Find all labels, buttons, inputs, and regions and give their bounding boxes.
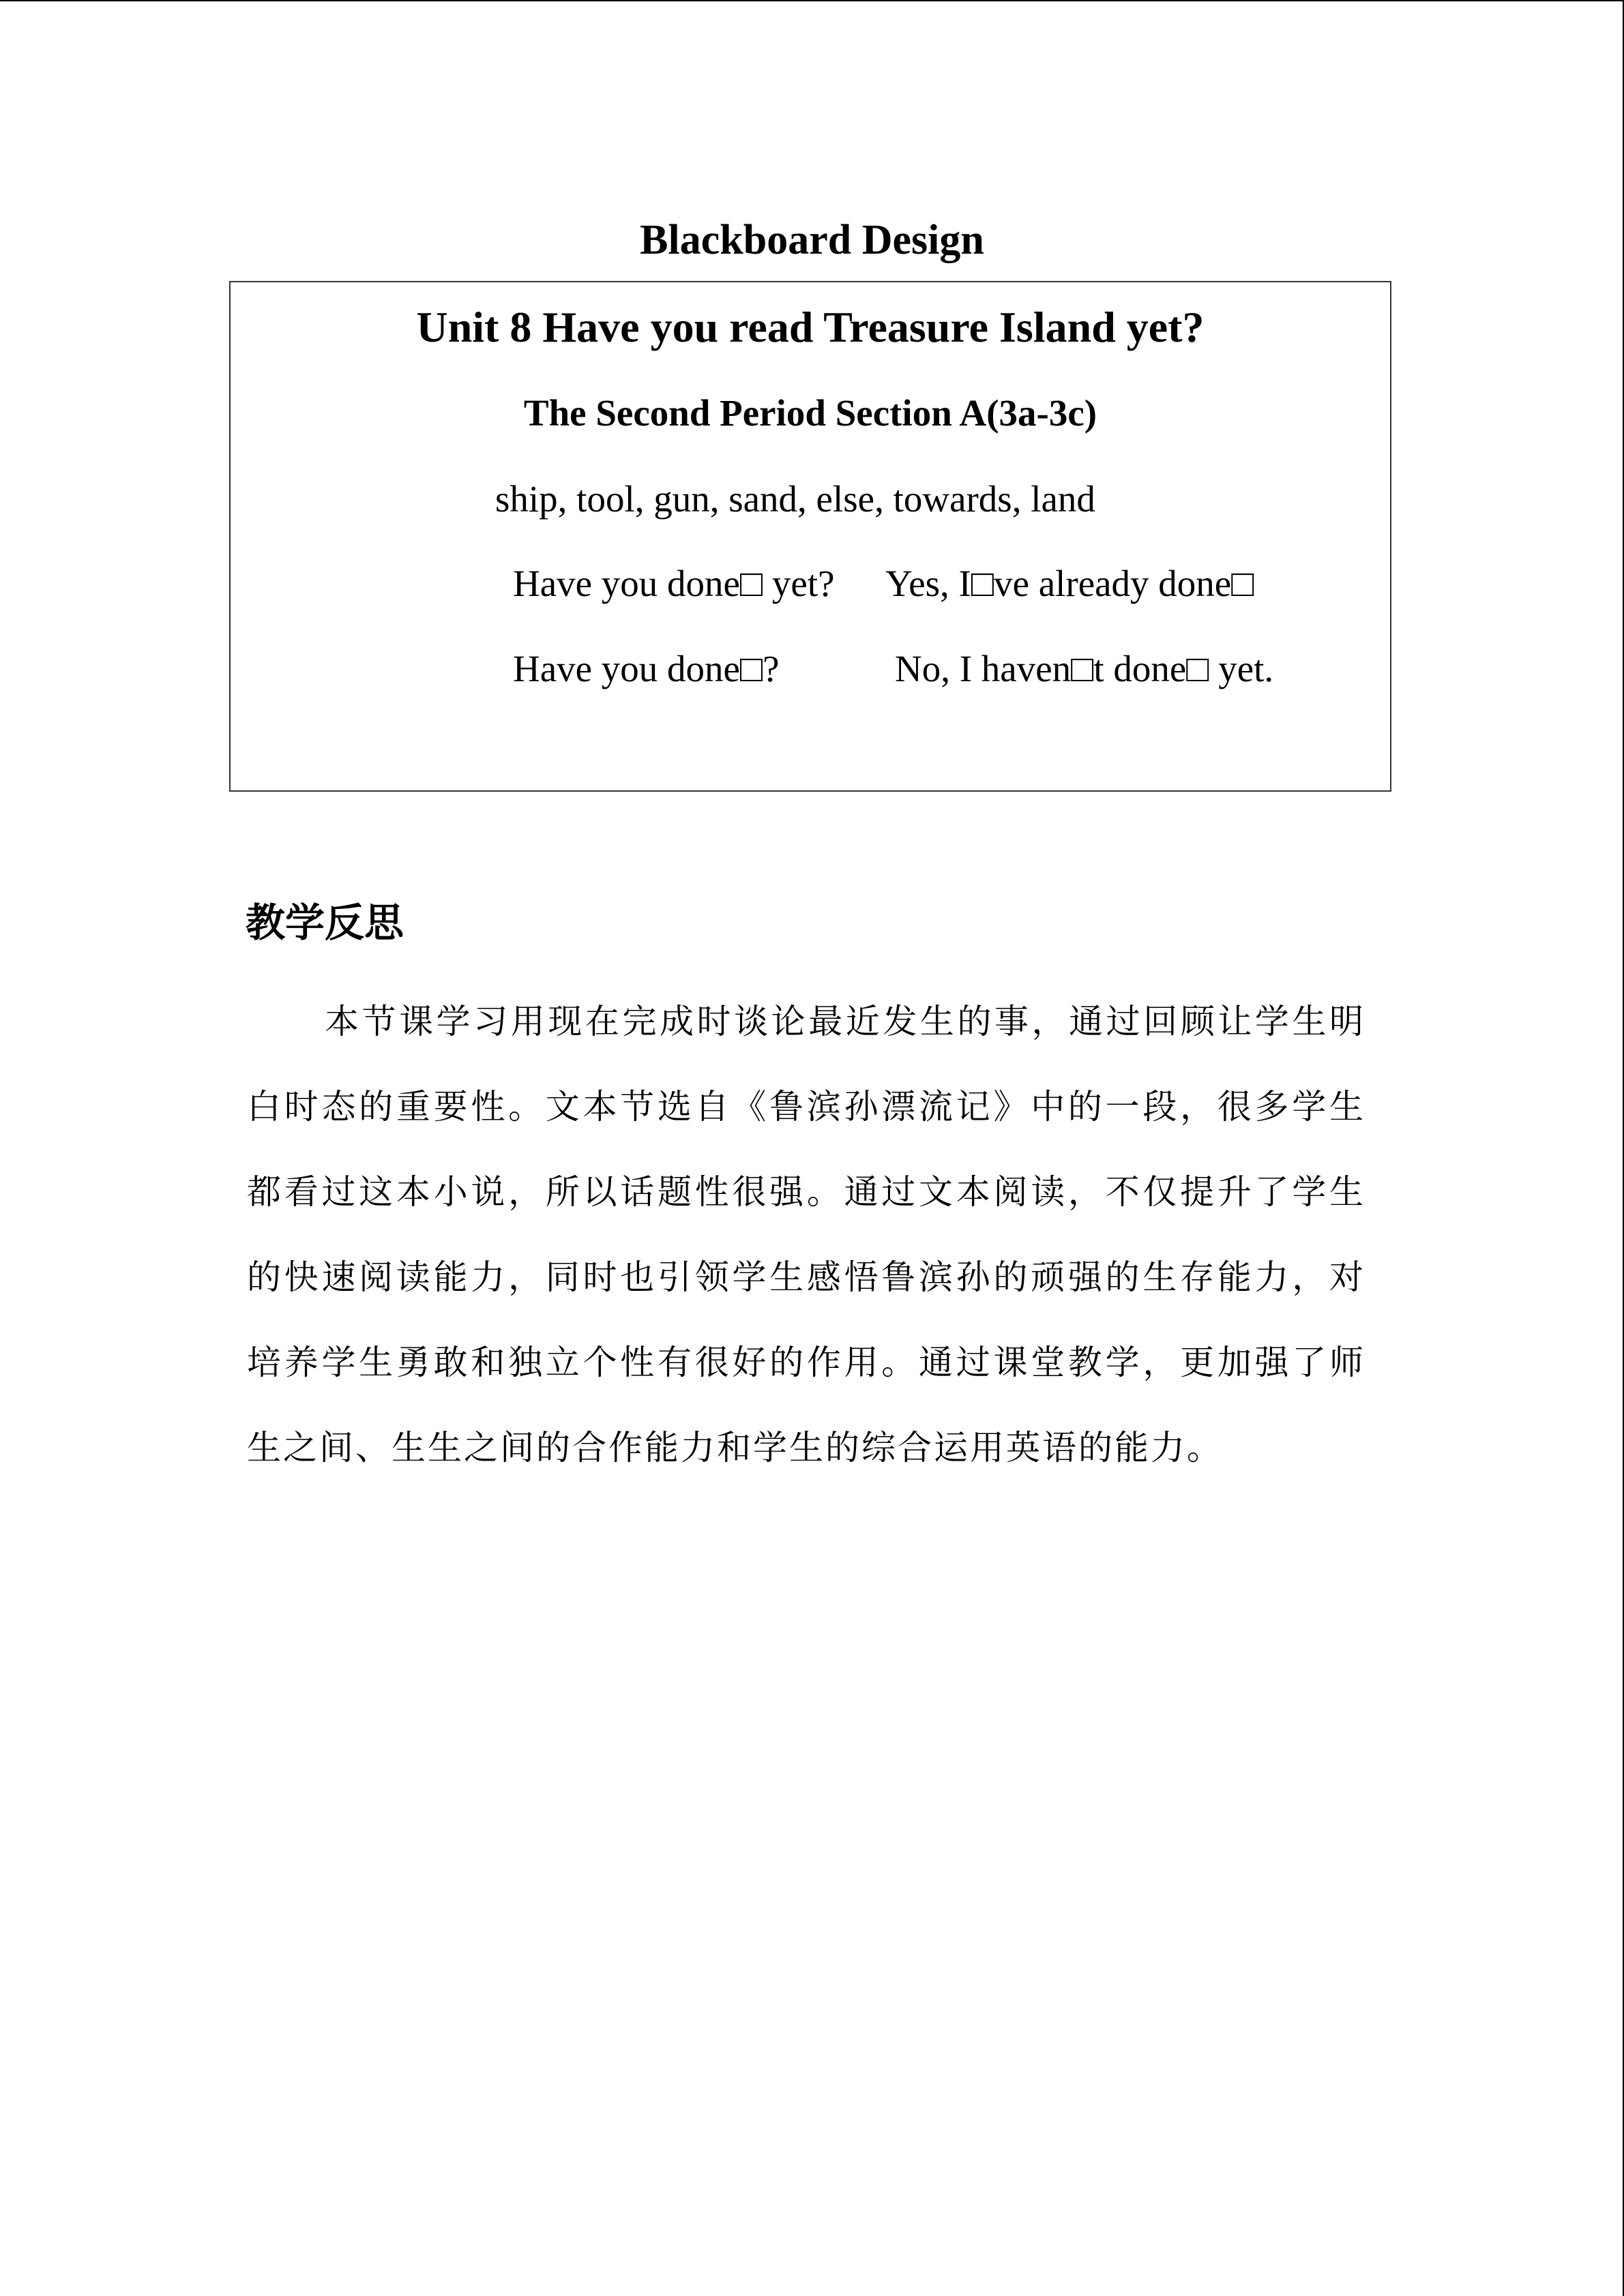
blackboard-box <box>229 281 1391 792</box>
page-border-top <box>0 0 1624 1</box>
sentence-answer-2: No, I haven□t done□ yet. <box>895 648 1274 689</box>
period-subtitle: The Second Period Section A(3a-3c) <box>523 392 1097 434</box>
blackboard-design-title: Blackboard Design <box>640 217 984 263</box>
sentence-question-2: Have you done□? <box>513 648 780 689</box>
sentence-question-1: Have you done□ yet? <box>513 563 835 604</box>
unit-title: Unit 8 Have you read Treasure Island yet? <box>416 303 1205 351</box>
reflection-heading: 教学反思 <box>246 899 404 946</box>
sentence-answer-1: Yes, I□ve already done□ <box>885 563 1254 604</box>
vocabulary-line: ship, tool, gun, sand, else, towards, land <box>495 478 1095 520</box>
reflection-paragraph: 本节课学习用现在完成时谈论最近发生的事，通过回顾让学生明白时态的重要性。文本节选自《鲁滨孙漂流记》中的一段，很多学生都看过这本小说，所以话题性很强。通过文本阅读，不仅提升了学生的快速阅读能力，同时也引领学生感悟鲁滨孙的顽强的生存能力，对培养学生勇敢和独立个性有很好的作用。通过课堂教学，更加强了师生之间、生生之间的合作能力和学生的综合运用英语的能力。 <box>247 1002 1365 1467</box>
